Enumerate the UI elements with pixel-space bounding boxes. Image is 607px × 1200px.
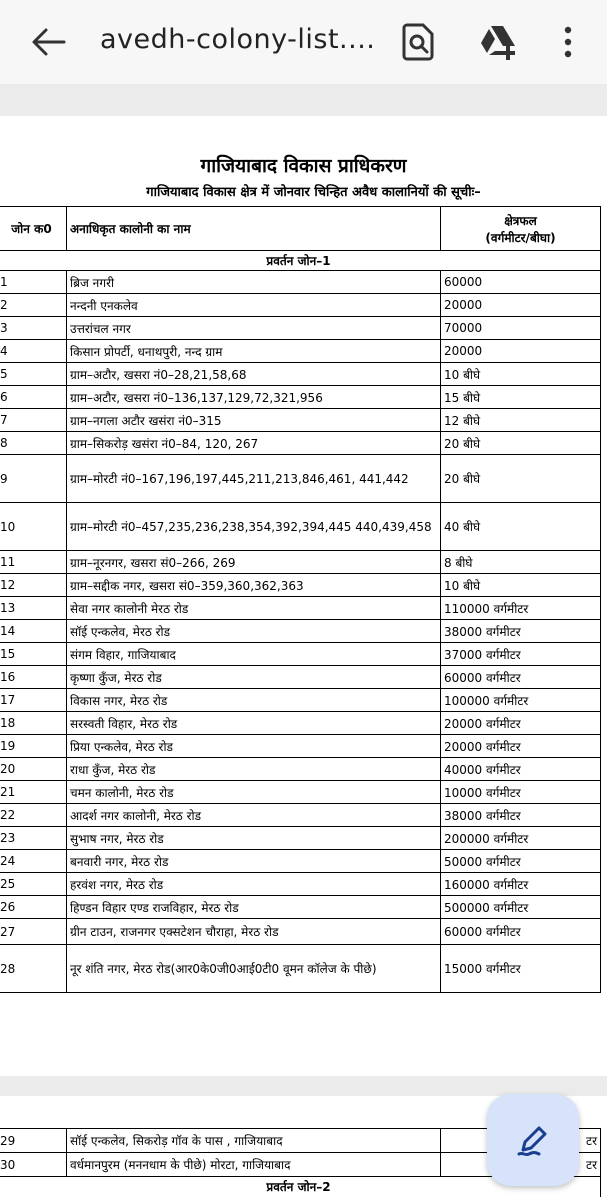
row-number: 3	[0, 317, 67, 340]
colony-area: 160000 वर्गमीटर	[441, 873, 601, 896]
header-name: अनाधिकृत कालोनी का नाम	[67, 207, 441, 251]
table-row	[0, 781, 601, 804]
row-number: 23	[0, 827, 67, 850]
row-number: 16	[0, 666, 67, 689]
colony-area: 15000 वर्गमीटर	[441, 945, 601, 993]
table-row	[0, 455, 601, 503]
colony-name: सॉई एन्कलेव, सिकरोड़ गॉव के पास , गाजियाबाद	[67, 1129, 441, 1153]
table-header-row	[0, 207, 601, 251]
colony-name: कृष्णा कुँज, मेरठ रोड	[67, 666, 441, 689]
row-number: 20	[0, 758, 67, 781]
colony-area: 500000 वर्गमीटर	[441, 896, 601, 919]
table-row	[0, 271, 601, 294]
colony-area: 50000 वर्गमीटर	[441, 850, 601, 873]
colony-area: 20 बीघे	[441, 455, 601, 503]
colony-name: चमन कालोनी, मेरठ रोड	[67, 781, 441, 804]
table-row	[0, 804, 601, 827]
table-row	[0, 945, 601, 993]
row-number: 11	[0, 551, 67, 574]
table-row	[0, 919, 601, 945]
colony-name: संगम विहार, गाजियाबाद	[67, 643, 441, 666]
colony-name: सरस्वती विहार, मेरठ रोड	[67, 712, 441, 735]
header-area-line1: क्षेत्रफल	[504, 213, 537, 228]
row-number: 5	[0, 363, 67, 386]
colony-area: 200000 वर्गमीटर	[441, 827, 601, 850]
document-title: avedh-colony-list....	[100, 24, 376, 55]
colony-area: 10 बीघे	[441, 363, 601, 386]
row-number: 6	[0, 386, 67, 409]
row-number: 26	[0, 896, 67, 919]
colony-area: 10000 वर्गमीटर	[441, 781, 601, 804]
colony-area: 20000 वर्गमीटर	[441, 712, 601, 735]
row-number: 25	[0, 873, 67, 896]
row-number: 12	[0, 574, 67, 597]
colony-name: ग्राम–मोरटी नं0–167,196,197,445,211,213,846,461, 441,442	[67, 455, 441, 503]
row-number: 30	[0, 1153, 67, 1177]
colony-name: विकास नगर, मेरठ रोड	[67, 689, 441, 712]
colony-name: हिण्डन विहार एण्ड राजविहार, मेरठ रोड	[67, 896, 441, 919]
zone-label: प्रवर्तन जोन–1	[0, 251, 601, 271]
table-row	[0, 409, 601, 432]
row-number: 1	[0, 271, 67, 294]
table-row	[0, 896, 601, 919]
colony-name: ग्रीन टाउन, राजनगर एक्सटेशन चौराहा, मेरठ रोड	[67, 919, 441, 945]
row-number: 27	[0, 919, 67, 945]
zone-row	[0, 251, 601, 271]
table-row	[0, 294, 601, 317]
colony-name: वर्धमानपुरम (मननधाम के पीछे) मोरटा, गाजियाबाद	[67, 1153, 441, 1177]
row-number: 22	[0, 804, 67, 827]
table-row	[0, 712, 601, 735]
colony-name: ब्रिज नगरी	[67, 271, 441, 294]
colony-area: 38000 वर्गमीटर	[441, 804, 601, 827]
colony-name: आदर्श नगर कालोनी, मेरठ रोड	[67, 804, 441, 827]
colony-name: सुभाष नगर, मेरठ रोड	[67, 827, 441, 850]
row-number: 29	[0, 1129, 67, 1153]
colony-area: 12 बीघे	[441, 409, 601, 432]
colony-area: 20000 वर्गमीटर	[441, 735, 601, 758]
table-row	[0, 827, 601, 850]
colony-name: ग्राम–अटौर, खसरा नं0–136,137,129,72,321,956	[67, 386, 441, 409]
row-number: 19	[0, 735, 67, 758]
table-row	[0, 503, 601, 551]
colony-name: हरवंश नगर, मेरठ रोड	[67, 873, 441, 896]
colony-name: प्रिया एन्कलेव, मेरठ रोड	[67, 735, 441, 758]
colony-name: उत्तरांचल नगर	[67, 317, 441, 340]
colony-area: 40000 वर्गमीटर	[441, 758, 601, 781]
colony-area: 38000 वर्गमीटर	[441, 620, 601, 643]
table-row	[0, 574, 601, 597]
table-row	[0, 317, 601, 340]
edit-pen-icon	[515, 1122, 551, 1158]
table-row	[0, 432, 601, 455]
colony-area: 60000	[441, 271, 601, 294]
row-number: 21	[0, 781, 67, 804]
colony-name: ग्राम–सद्दीक नगर, खसरा सं0–359,360,362,363	[67, 574, 441, 597]
find-in-page-icon[interactable]	[400, 22, 436, 62]
header-area	[441, 207, 601, 251]
table-row	[0, 643, 601, 666]
pdf-page-1	[0, 116, 607, 1076]
add-to-drive-icon[interactable]	[478, 22, 518, 62]
colony-name: ग्राम–नगला अटौर खसंरा नं0–315	[67, 409, 441, 432]
app-bar	[0, 0, 607, 84]
colony-name: किसान प्रोपर्टी, धनाथपुरी, नन्द ग्राम	[67, 340, 441, 363]
table-row	[0, 363, 601, 386]
colony-name: सॉई एन्कलेव, मेरठ रोड	[67, 620, 441, 643]
row-number: 24	[0, 850, 67, 873]
colony-name: बनवारी नगर, मेरठ रोड	[67, 850, 441, 873]
table-row	[0, 386, 601, 409]
row-number: 10	[0, 503, 67, 551]
row-number: 15	[0, 643, 67, 666]
table-row	[0, 689, 601, 712]
table-row	[0, 873, 601, 896]
edit-fab[interactable]	[487, 1094, 579, 1186]
row-number: 13	[0, 597, 67, 620]
table-row	[0, 597, 601, 620]
table-row	[0, 850, 601, 873]
colony-name: ग्राम–मोरटी नं0–457,235,236,238,354,392,394,445 440,439,458	[67, 503, 441, 551]
page-subheading: गाजियाबाद विकास क्षेत्र में जोनवार चिन्हित अवैध कालानियों की सूचीः–	[146, 185, 481, 200]
colony-name: ग्राम–अटौर, खसरा नं0–28,21,58,68	[67, 363, 441, 386]
table-row	[0, 551, 601, 574]
colony-area: 100000 वर्गमीटर	[441, 689, 601, 712]
header-area-line2: (वर्गमीटर/बीघा)	[485, 230, 556, 245]
colony-area: 20000	[441, 294, 601, 317]
row-number: 14	[0, 620, 67, 643]
colony-area: टर	[441, 1153, 601, 1177]
colony-area: 15 बीघे	[441, 386, 601, 409]
header-zone-no: जोन क0	[0, 207, 67, 251]
colony-area: 20 बीघे	[441, 432, 601, 455]
colony-area: 110000 वर्गमीटर	[441, 597, 601, 620]
colony-name: नन्दनी एनकलेव	[67, 294, 441, 317]
table-row	[0, 340, 601, 363]
colony-area: 70000	[441, 317, 601, 340]
row-number: 7	[0, 409, 67, 432]
table-row	[0, 620, 601, 643]
colony-area: 60000 वर्गमीटर	[441, 666, 601, 689]
row-number: 4	[0, 340, 67, 363]
back-arrow-icon[interactable]	[30, 26, 66, 58]
colony-area: टर	[441, 1129, 601, 1153]
zone-label: प्रवर्तन जोन–2	[0, 1177, 601, 1197]
row-number: 9	[0, 455, 67, 503]
row-number: 18	[0, 712, 67, 735]
colony-name: राधा कुँज, मेरठ रोड	[67, 758, 441, 781]
page-heading: गाजियाबाद विकास प्राधिकरण	[200, 155, 407, 177]
colony-area: 40 बीघे	[441, 503, 601, 551]
row-number: 17	[0, 689, 67, 712]
table-row	[0, 758, 601, 781]
colony-area: 20000	[441, 340, 601, 363]
colony-area: 10 बीघे	[441, 574, 601, 597]
more-vert-icon[interactable]	[558, 24, 578, 60]
colony-area: 60000 वर्गमीटर	[441, 919, 601, 945]
colony-area: 8 बीघे	[441, 551, 601, 574]
colony-name: सेवा नगर कालोनी मेरठ रोड	[67, 597, 441, 620]
colony-table	[0, 206, 601, 993]
colony-name: नूर शंति नगर, मेरठ रोड(आर0के0जी0आई0टी0 वूमन कॉलेज के पीछे)	[67, 945, 441, 993]
table-row	[0, 735, 601, 758]
row-number: 28	[0, 945, 67, 993]
colony-area: 37000 वर्गमीटर	[441, 643, 601, 666]
table-row	[0, 666, 601, 689]
colony-name: ग्राम–नूरनगर, खसरा सं0–266, 269	[67, 551, 441, 574]
colony-name: ग्राम–सिकरोड़ खसंरा नं0–84, 120, 267	[67, 432, 441, 455]
row-number: 8	[0, 432, 67, 455]
row-number: 2	[0, 294, 67, 317]
